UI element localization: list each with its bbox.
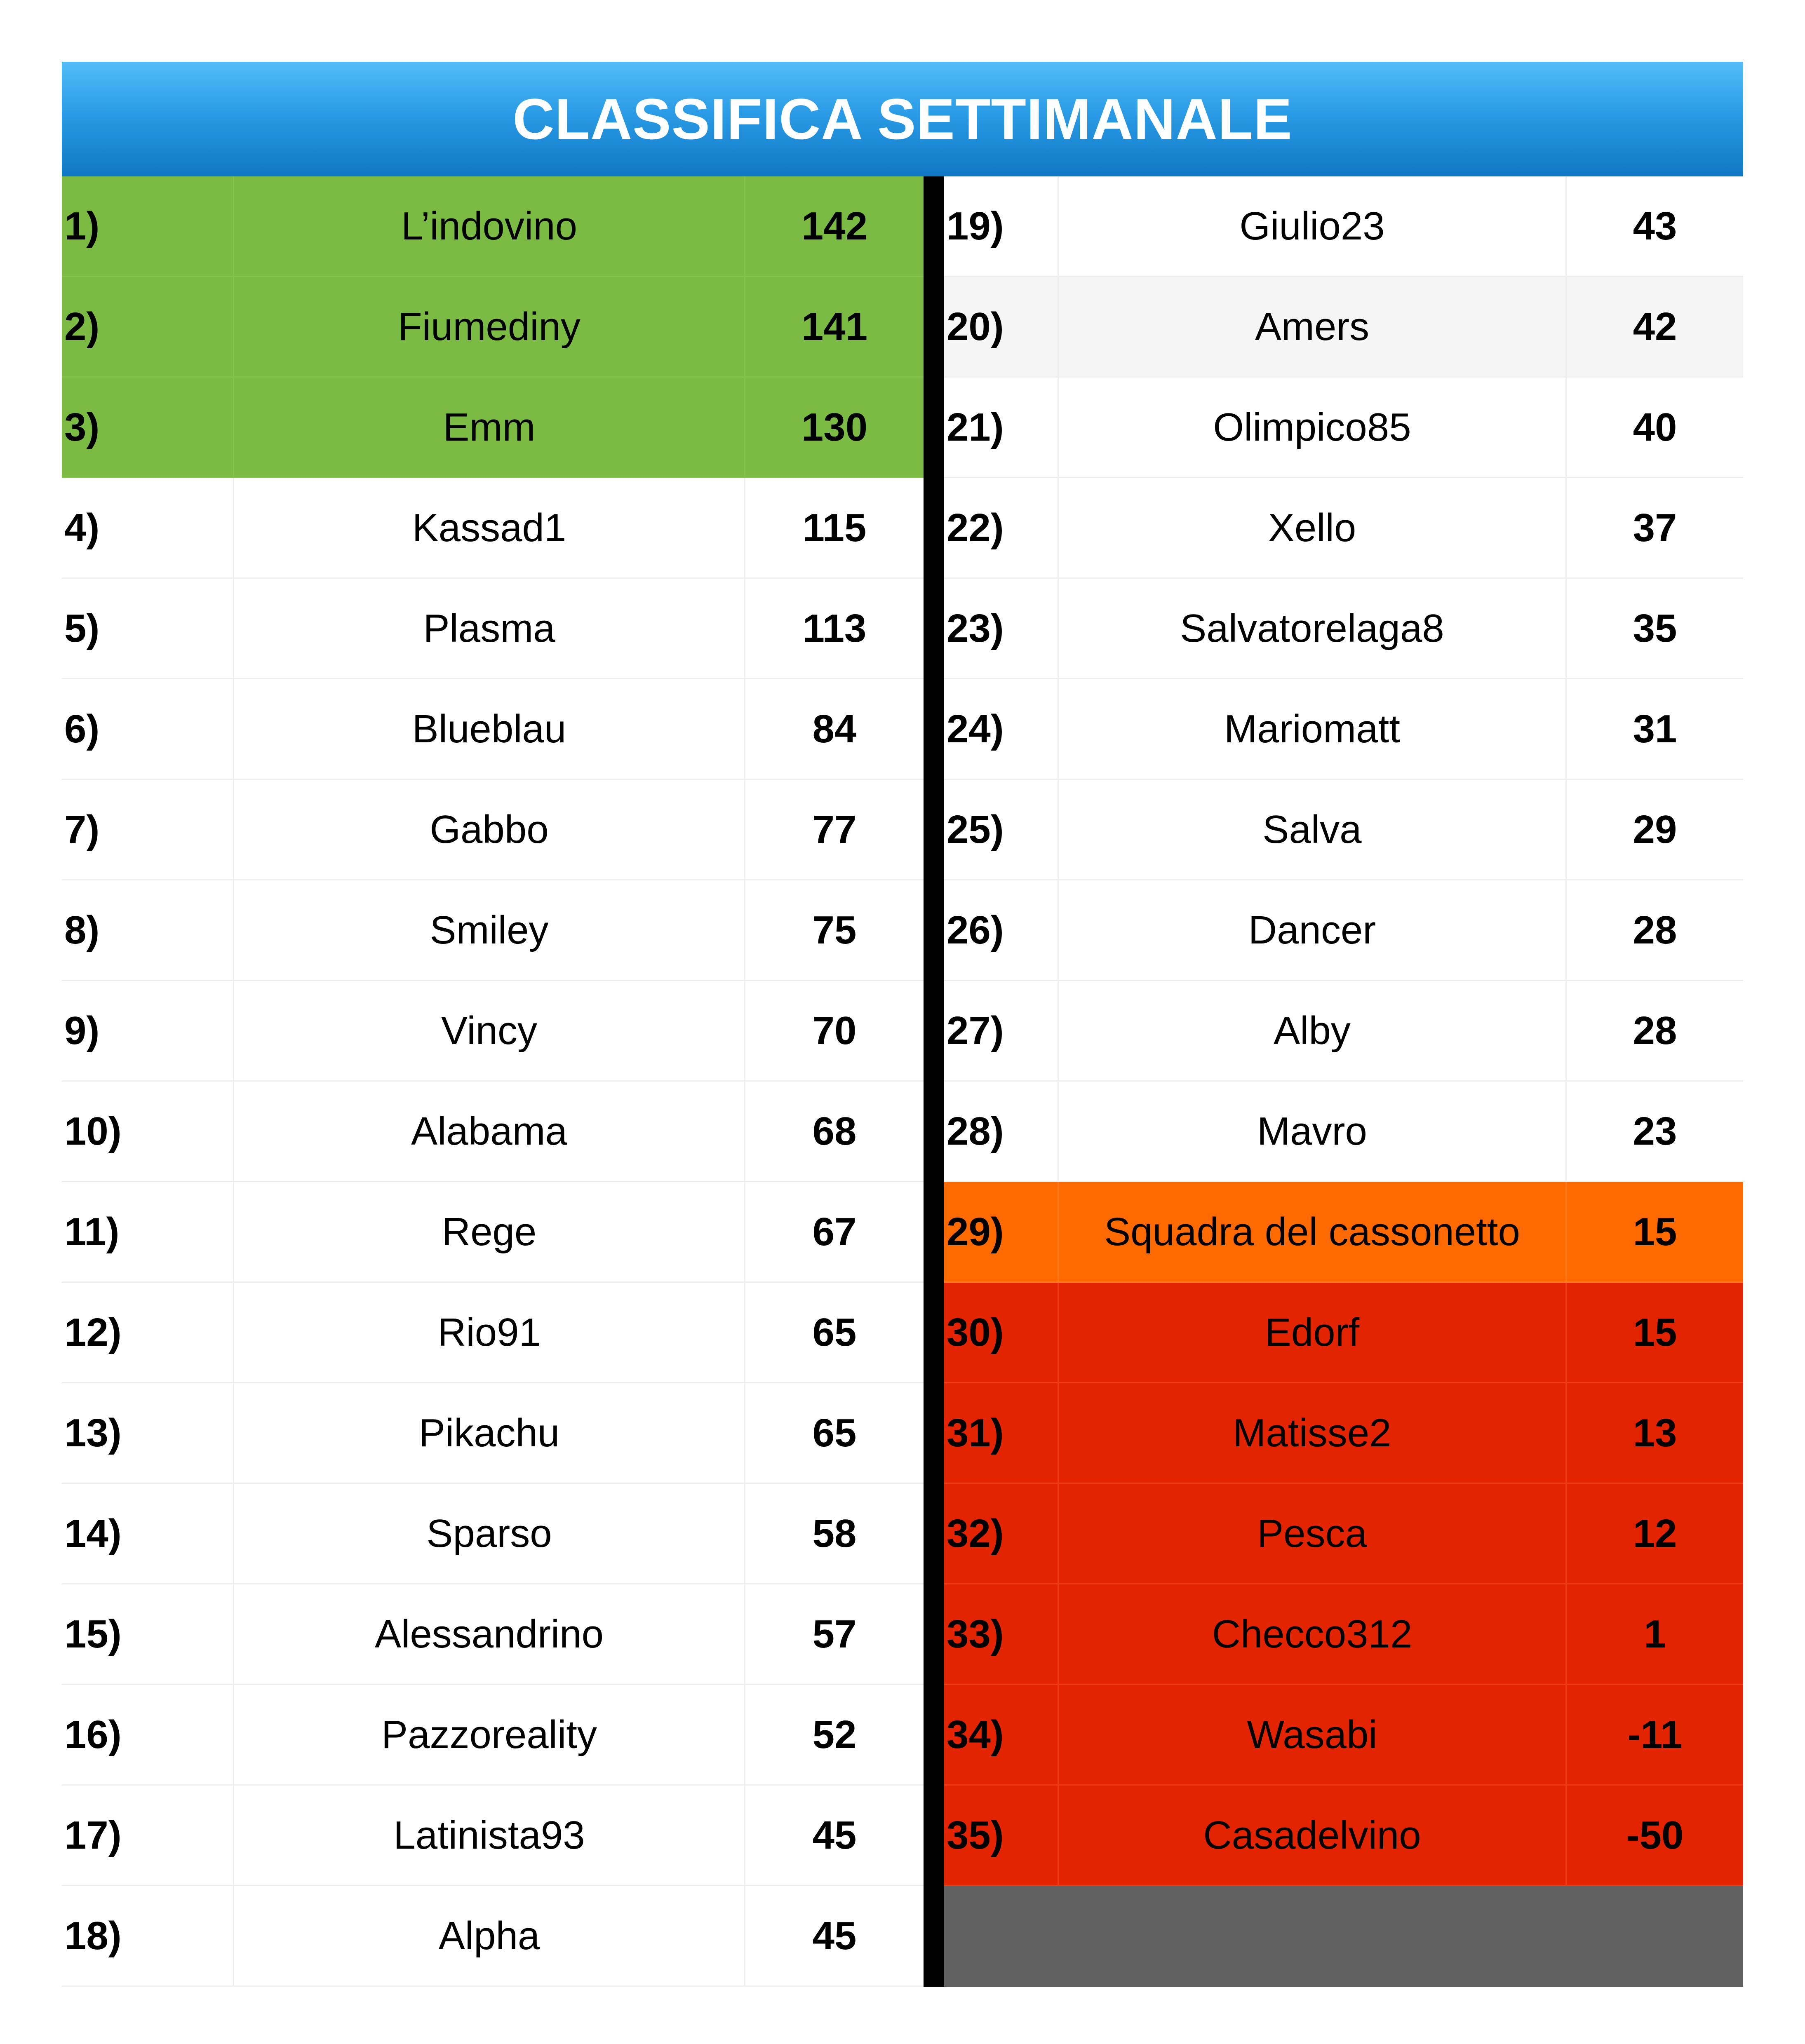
- rank-cell: 26): [944, 880, 1059, 981]
- rank-cell: 9): [62, 981, 234, 1082]
- leaderboard: [62, 62, 1743, 1987]
- points-cell: 84: [745, 679, 924, 780]
- team-name-cell: Edorf: [1059, 1283, 1567, 1383]
- team-name-cell: Fiumediny: [234, 277, 745, 378]
- table-row: [62, 1786, 924, 1886]
- points-cell: 77: [745, 780, 924, 880]
- table-row: [62, 1886, 924, 1987]
- rank-cell: 16): [62, 1685, 234, 1786]
- rank-cell: 31): [944, 1383, 1059, 1484]
- team-name-cell: L’indovino: [234, 176, 745, 277]
- points-cell: 142: [745, 176, 924, 277]
- table-row: [62, 176, 924, 277]
- points-cell: 67: [745, 1182, 924, 1283]
- points-cell: 65: [745, 1383, 924, 1484]
- points-cell: 65: [745, 1283, 924, 1383]
- points-cell: 45: [745, 1786, 924, 1886]
- points-cell: 68: [745, 1082, 924, 1182]
- rank-cell: 4): [62, 478, 234, 579]
- table-row: [944, 277, 1743, 378]
- points-cell: 75: [745, 880, 924, 981]
- team-name-cell: Sparso: [234, 1484, 745, 1584]
- column-divider: [924, 176, 944, 1987]
- table-row: [62, 1182, 924, 1283]
- rank-cell: 3): [62, 378, 234, 478]
- points-cell: 141: [745, 277, 924, 378]
- team-name-cell: Xello: [1059, 478, 1567, 579]
- rank-cell: 19): [944, 176, 1059, 277]
- rank-cell: 1): [62, 176, 234, 277]
- team-name-cell: Latinista93: [234, 1786, 745, 1886]
- rank-cell: 25): [944, 780, 1059, 880]
- points-cell: 58: [745, 1484, 924, 1584]
- rank-cell: 35): [944, 1786, 1059, 1886]
- rank-cell: 14): [62, 1484, 234, 1584]
- table-row: [944, 176, 1743, 277]
- table-row: [62, 780, 924, 880]
- team-name-cell: Alessandrino: [234, 1584, 745, 1685]
- standings-right-table: [944, 176, 1743, 1987]
- table-row: [62, 1383, 924, 1484]
- table-row: [62, 277, 924, 378]
- rank-cell: 11): [62, 1182, 234, 1283]
- points-cell: -11: [1567, 1685, 1743, 1786]
- table-row: [944, 1685, 1743, 1786]
- points-cell: 57: [745, 1584, 924, 1685]
- points-cell: 35: [1567, 579, 1743, 679]
- table-row: [944, 1182, 1743, 1283]
- rank-cell: 8): [62, 880, 234, 981]
- team-name-cell: Mariomatt: [1059, 679, 1567, 780]
- table-row: [62, 1082, 924, 1182]
- rank-cell: 2): [62, 277, 234, 378]
- table-row: [62, 478, 924, 579]
- points-cell: 31: [1567, 679, 1743, 780]
- team-name-cell: Alby: [1059, 981, 1567, 1082]
- table-row: [62, 378, 924, 478]
- team-name-cell: Salvatorelaga8: [1059, 579, 1567, 679]
- team-name-cell: Rio91: [234, 1283, 745, 1383]
- rank-cell: 34): [944, 1685, 1059, 1786]
- points-cell: 45: [745, 1886, 924, 1987]
- table-row: [944, 1786, 1743, 1886]
- points-cell: 52: [745, 1685, 924, 1786]
- table-row: [944, 679, 1743, 780]
- team-name-cell: Wasabi: [1059, 1685, 1567, 1786]
- team-name-cell: Alabama: [234, 1082, 745, 1182]
- table-row: [944, 478, 1743, 579]
- points-cell: 28: [1567, 880, 1743, 981]
- team-name-cell: Casadelvino: [1059, 1786, 1567, 1886]
- rank-cell: 27): [944, 981, 1059, 1082]
- team-name-cell: Kassad1: [234, 478, 745, 579]
- team-name-cell: Giulio23: [1059, 176, 1567, 277]
- team-name-cell: Rege: [234, 1182, 745, 1283]
- table-row: [62, 1283, 924, 1383]
- points-cell: 40: [1567, 378, 1743, 478]
- table-row: [944, 880, 1743, 981]
- team-name-cell: Amers: [1059, 277, 1567, 378]
- table-row: [62, 1685, 924, 1786]
- team-name-cell: Pikachu: [234, 1383, 745, 1484]
- team-name-cell: Salva: [1059, 780, 1567, 880]
- points-cell: 28: [1567, 981, 1743, 1082]
- rank-cell: 12): [62, 1283, 234, 1383]
- team-name-cell: Emm: [234, 378, 745, 478]
- standings-left-table: [62, 176, 924, 1987]
- points-cell: 42: [1567, 277, 1743, 378]
- team-name-cell: Dancer: [1059, 880, 1567, 981]
- table-row: [944, 579, 1743, 679]
- rank-cell: 6): [62, 679, 234, 780]
- team-name-cell: Matisse2: [1059, 1383, 1567, 1484]
- table-row: [62, 1584, 924, 1685]
- table-row: [944, 1283, 1743, 1383]
- points-cell: -50: [1567, 1786, 1743, 1886]
- team-name-cell: Pesca: [1059, 1484, 1567, 1584]
- rank-cell: 13): [62, 1383, 234, 1484]
- team-name-cell: Gabbo: [234, 780, 745, 880]
- points-cell: 12: [1567, 1484, 1743, 1584]
- table-row: [944, 981, 1743, 1082]
- rank-cell: 7): [62, 780, 234, 880]
- table-row: [62, 880, 924, 981]
- standings-tables: [62, 176, 1743, 1987]
- team-name-cell: Smiley: [234, 880, 745, 981]
- points-cell: 23: [1567, 1082, 1743, 1182]
- rank-cell: 15): [62, 1584, 234, 1685]
- rank-cell: 29): [944, 1182, 1059, 1283]
- leaderboard-header: [62, 62, 1743, 176]
- rank-cell: 10): [62, 1082, 234, 1182]
- table-row: [944, 378, 1743, 478]
- points-cell: 43: [1567, 176, 1743, 277]
- table-row: [62, 1484, 924, 1584]
- rank-cell: 24): [944, 679, 1059, 780]
- team-name-cell: Alpha: [234, 1886, 745, 1987]
- rank-cell: 28): [944, 1082, 1059, 1182]
- table-row: [62, 981, 924, 1082]
- table-row: [944, 1584, 1743, 1685]
- points-cell: 37: [1567, 478, 1743, 579]
- table-row: [944, 1484, 1743, 1584]
- rank-cell: 30): [944, 1283, 1059, 1383]
- points-cell: 15: [1567, 1182, 1743, 1283]
- rank-cell: 23): [944, 579, 1059, 679]
- rank-cell: 18): [62, 1886, 234, 1987]
- table-row: [944, 1082, 1743, 1182]
- rank-cell: 33): [944, 1584, 1059, 1685]
- team-name-cell: Squadra del cassonetto: [1059, 1182, 1567, 1283]
- points-cell: 1: [1567, 1584, 1743, 1685]
- points-cell: 15: [1567, 1283, 1743, 1383]
- team-name-cell: Vincy: [234, 981, 745, 1082]
- team-name-cell: Olimpico85: [1059, 378, 1567, 478]
- rank-cell: 17): [62, 1786, 234, 1886]
- page-title: CLASSIFICA SETTIMANALE: [512, 87, 1293, 151]
- table-row: [944, 780, 1743, 880]
- team-name-cell: Pazzoreality: [234, 1685, 745, 1786]
- points-cell: 130: [745, 378, 924, 478]
- points-cell: 29: [1567, 780, 1743, 880]
- team-name-cell: Blueblau: [234, 679, 745, 780]
- rank-cell: 5): [62, 579, 234, 679]
- points-cell: 115: [745, 478, 924, 579]
- rank-cell: 21): [944, 378, 1059, 478]
- empty-filler-row: [944, 1886, 1743, 1987]
- points-cell: 13: [1567, 1383, 1743, 1484]
- table-row: [62, 679, 924, 780]
- points-cell: 113: [745, 579, 924, 679]
- team-name-cell: Mavro: [1059, 1082, 1567, 1182]
- team-name-cell: Checco312: [1059, 1584, 1567, 1685]
- rank-cell: 20): [944, 277, 1059, 378]
- team-name-cell: Plasma: [234, 579, 745, 679]
- rank-cell: 22): [944, 478, 1059, 579]
- table-row: [62, 579, 924, 679]
- points-cell: 70: [745, 981, 924, 1082]
- table-row: [944, 1383, 1743, 1484]
- rank-cell: 32): [944, 1484, 1059, 1584]
